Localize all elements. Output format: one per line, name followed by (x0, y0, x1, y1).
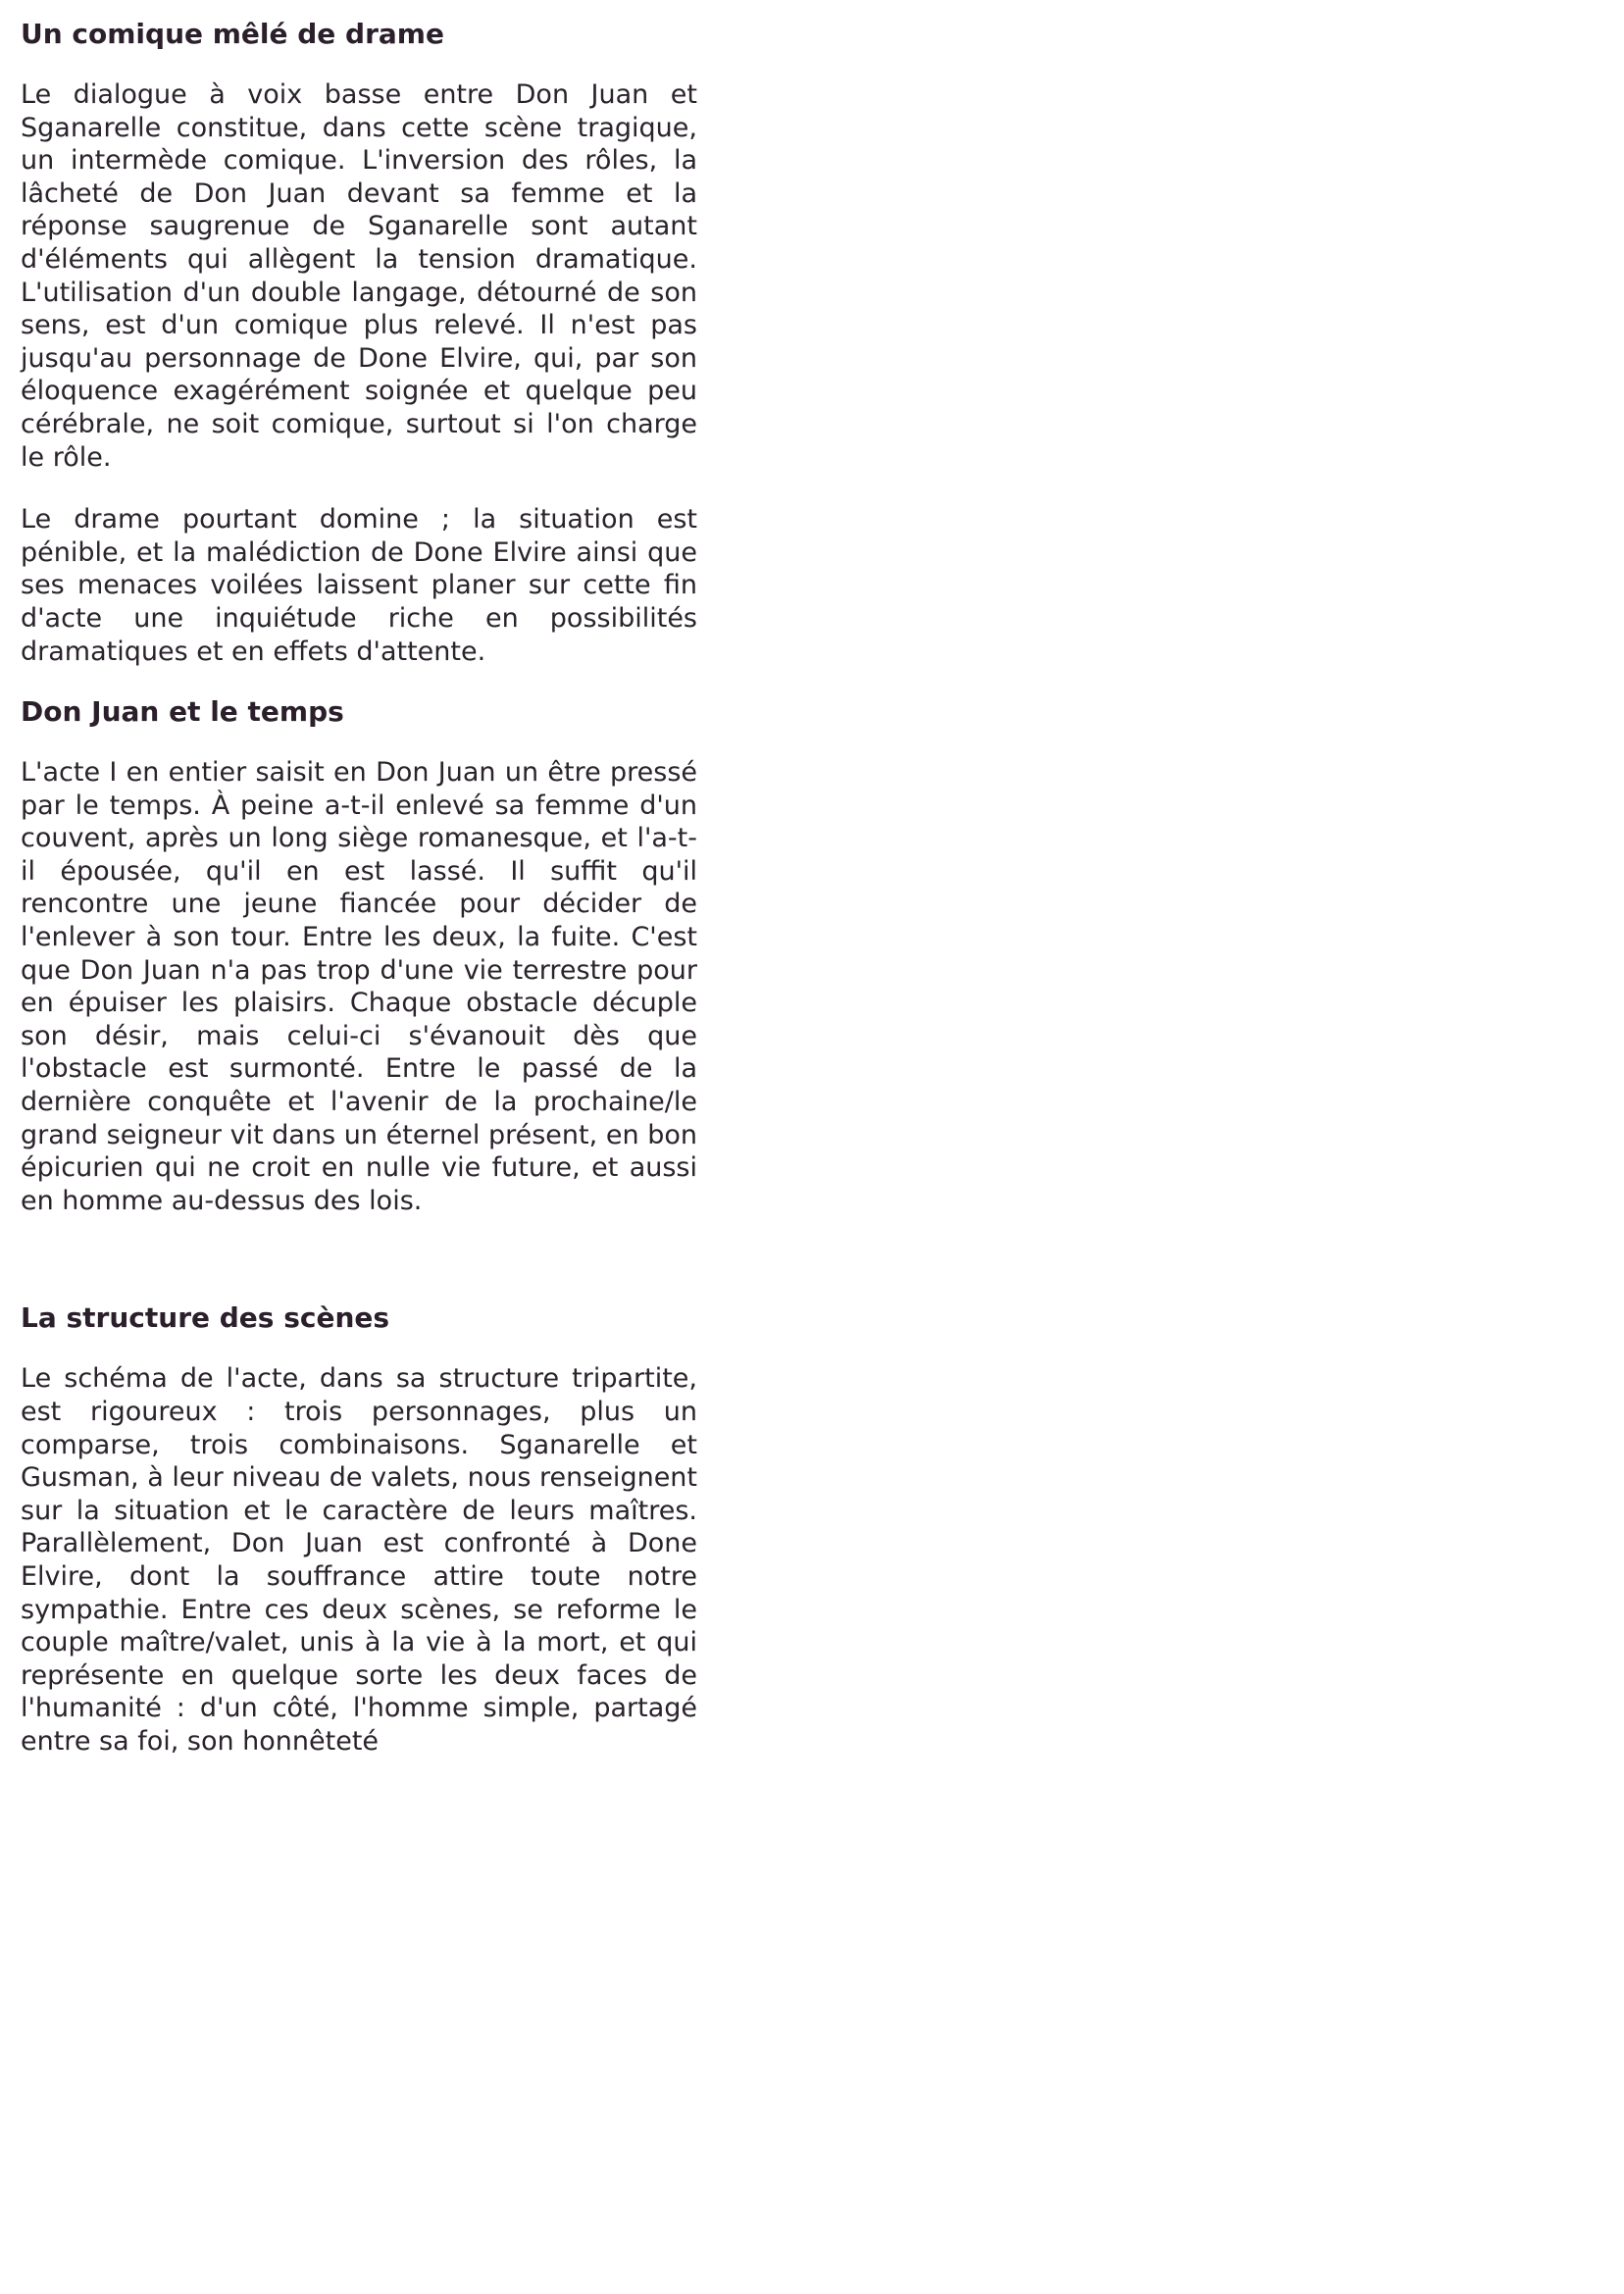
section-title-temps: Don Juan et le temps (21, 695, 344, 729)
section-title-comique: Un comique mêlé de drame (21, 18, 444, 50)
paragraph-comique-1: Le dialogue à voix basse entre Don Juan et Sganarelle constitue, dans cette scène tragique, un intermède comique. L'inversion des rôles, la lâcheté de Don Juan devant sa femme et la réponse saugrenue de Sganarelle sont autant d'éléments qui allègent la tension dramatique. L'utilisation d'un double langage, détourné de son sens, est d'un comique plus relevé. Il n'est pas jusqu'au personnage de Done Elvire, qui, par son éloquence exagérément soignée et quelque peu cérébrale, ne soit comique, surtout si l'on charge le rôle. (21, 79, 697, 473)
document-page (21, 18, 697, 1759)
section-title-structure: La structure des scènes (21, 1301, 390, 1335)
paragraph-temps-1: L'acte I en entier saisit en Don Juan un être pressé par le temps. À peine a-t-il enlevé sa femme d'un couvent, après un long siège romanesque, et l'a-t-il épousée, qu'il en est lassé. Il suffit qu'il rencontre une jeune fiancée pour décider de l'enlever à son tour. Entre les deux, la fuite. C'est que Don Juan n'a pas trop d'une vie terrestre pour en épuiser les plaisirs. Chaque obstacle décuple son désir, mais celui-ci s'évanouit dès que l'obstacle est surmonté. Entre le passé de la dernière conquête et l'avenir de la prochaine/le grand seigneur vit dans un éternel présent, en bon épicurien qui ne croit en nulle vie future, et aussi en homme au-dessus des lois. (21, 757, 697, 1216)
paragraph-comique-2: Le drame pourtant domine ; la situation est pénible, et la malédiction de Done Elvire ainsi que ses menaces voilées laissent planer sur cette fin d'acte une inquiétude riche en possibilités dramatiques et en effets d'attente. (21, 504, 697, 667)
paragraph-structure-1: Le schéma de l'acte, dans sa structure tripartite, est rigoureux : trois personnages, plus un comparse, trois combinaisons. Sganarelle et Gusman, à leur niveau de valets, nous renseignent sur la situation et le caractère de leurs maîtres. Parallèlement, Don Juan est confronté à Done Elvire, dont la souffrance attire toute notre sympathie. Entre ces deux scènes, se reforme le couple maître/valet, unis à la vie à la mort, et qui représente en quelque sorte les deux faces de l'humanité : d'un côté, l'homme simple, partagé entre sa foi, son honnêteté (21, 1363, 697, 1757)
